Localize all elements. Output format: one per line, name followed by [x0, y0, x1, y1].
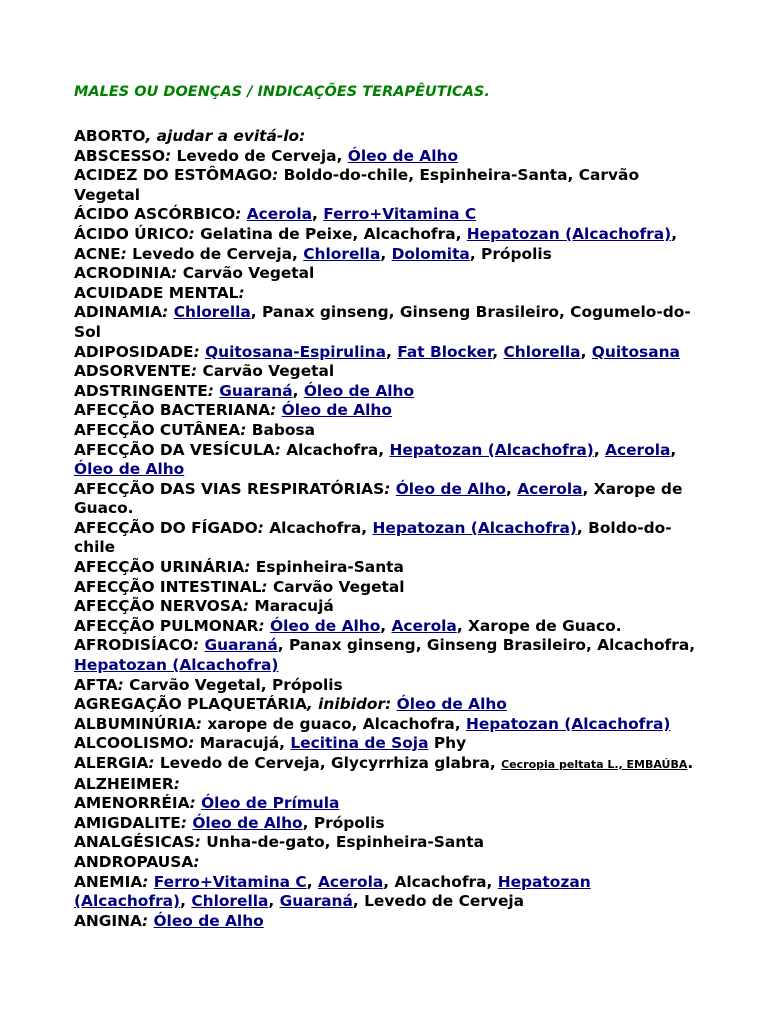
entry-text: , — [380, 616, 392, 635]
entry-term: ABORTO — [74, 127, 146, 145]
product-link[interactable]: Chlorella — [303, 244, 381, 263]
entry-text: , Xarope de Guaco. — [456, 616, 622, 635]
entry-term: AFECÇÃO DA VESÍCULA — [74, 440, 275, 459]
entry-text: , — [180, 892, 192, 911]
entry-term: ACIDEZ DO ESTÔMAGO — [74, 166, 273, 185]
entry-term: ANDROPAUSA — [74, 852, 194, 871]
entry-text: , Alcachofra, — [383, 872, 498, 891]
entry-separator: : — [148, 754, 160, 772]
list-item — [74, 715, 704, 735]
entry-separator: : — [120, 244, 133, 263]
list-item — [74, 264, 704, 284]
list-item — [74, 597, 704, 617]
entry-text: , — [306, 872, 318, 891]
entry-text: , Panax ginseng, Ginseng Brasileiro, Alcachofra, — [277, 636, 696, 655]
entry-text: . — [687, 754, 694, 772]
product-link[interactable]: Óleo de Alho — [303, 381, 415, 400]
entry-text: Maracujá, — [199, 734, 291, 753]
product-link[interactable]: Lecitina de Soja — [290, 734, 429, 753]
product-link[interactable]: Óleo de Alho — [281, 401, 392, 420]
product-link[interactable]: Quitosana-Espirulina — [205, 342, 387, 361]
list-item — [74, 147, 704, 167]
product-link[interactable]: Acerola — [317, 872, 384, 891]
entry-separator: : — [240, 420, 252, 439]
entry-separator: : — [261, 577, 273, 596]
entry-separator: : — [193, 342, 206, 361]
list-item — [74, 245, 704, 265]
entry-term: AFECÇÃO BACTERIANA — [74, 401, 271, 420]
entry-separator: : — [244, 558, 256, 577]
entry-term: AFTA — [74, 675, 118, 694]
entry-term: ANGINA — [74, 911, 142, 930]
entry-separator: : — [141, 911, 154, 930]
entry-separator: : — [384, 479, 396, 498]
entry-separator: : — [274, 440, 287, 459]
entry-term: ÁCIDO ASCÓRBICO — [74, 205, 236, 224]
product-link[interactable]: Acerola — [517, 479, 583, 498]
list-item — [74, 421, 704, 441]
entry-term: ABSCESSO — [74, 146, 166, 165]
product-link[interactable]: Guaraná — [279, 892, 353, 911]
product-link[interactable]: Hepatozan (Alcachofra) — [372, 518, 577, 537]
entry-text: Alcachofra, — [269, 518, 373, 537]
entry-text: Levedo de Cerveja, — [132, 244, 304, 263]
product-link[interactable]: Quitosana — [591, 342, 680, 361]
list-item — [74, 814, 704, 834]
entry-text: , Panax ginseng, Ginseng Brasileiro, Cogumelo-do-Sol — [74, 303, 691, 341]
entry-term: ADINAMIA — [74, 303, 163, 322]
product-link[interactable]: Hepatozan (Alcachofra) — [465, 714, 671, 733]
list-item — [74, 205, 704, 225]
list-item — [74, 873, 704, 912]
entry-text: , Própolis — [302, 813, 385, 832]
entry-text: Carvão Vegetal, Própolis — [129, 675, 343, 694]
entry-separator: : — [188, 224, 201, 243]
list-item — [74, 617, 704, 637]
entry-text: , — [671, 224, 678, 243]
entry-term: ALZHEIMER — [74, 774, 174, 793]
list-item — [74, 519, 704, 558]
entry-separator: : — [257, 518, 270, 537]
entry-separator: : — [270, 401, 282, 420]
entry-separator: : — [191, 362, 203, 381]
entry-text: Carvão Vegetal — [182, 264, 315, 283]
list-item — [74, 166, 704, 205]
entry-text: , — [386, 342, 398, 361]
list-item — [74, 343, 704, 363]
entry-term: AMIGDALITE — [74, 813, 181, 832]
list-item — [74, 912, 704, 932]
entry-text: , Levedo de Cerveja — [352, 892, 525, 911]
entry-text: Unha-de-gato, Espinheira-Santa — [206, 833, 484, 852]
entry-text: Espinheira-Santa — [255, 558, 404, 577]
entry-term: ACRODINIA — [74, 264, 172, 283]
entry-term: ALERGIA — [74, 754, 149, 772]
entry-separator: : — [165, 146, 177, 165]
entry-separator: : — [272, 166, 284, 185]
entry-text: , — [380, 244, 392, 263]
product-link[interactable]: Acerola — [246, 205, 313, 224]
entry-term: ALBUMINÚRIA — [74, 714, 196, 733]
entry-term: ADIPOSIDADE — [74, 342, 194, 361]
entry-separator: : — [189, 794, 202, 813]
entry-separator: : — [195, 714, 208, 733]
product-link[interactable]: Óleo de Alho — [192, 813, 303, 832]
entry-text: Gelatina de Peixe, Alcachofra, — [200, 224, 467, 243]
product-link[interactable]: Óleo de Alho — [395, 479, 506, 498]
entry-text: Alcachofra, — [286, 440, 390, 459]
entry-text: xarope de guaco, Alcachofra, — [207, 714, 466, 733]
product-link[interactable]: Óleo de Alho — [270, 616, 381, 635]
entry-separator: : — [173, 774, 180, 793]
reference-link[interactable]: Cecropia peltata L., EMBAÚBA — [501, 758, 688, 771]
product-link[interactable]: Chlorella — [191, 892, 269, 911]
entry-text: , — [292, 381, 304, 400]
entry-separator: : — [117, 675, 130, 694]
list-item — [74, 734, 704, 754]
entry-text: , — [505, 479, 518, 498]
list-item — [74, 853, 704, 873]
product-link[interactable]: Dolomita — [391, 244, 470, 263]
entry-term: AFECÇÃO URINÁRIA — [74, 558, 245, 577]
product-link[interactable]: Óleo de Alho — [153, 911, 264, 930]
list-item — [74, 695, 704, 715]
list-item — [74, 833, 704, 853]
list-item — [74, 578, 704, 598]
entry-term: AFECÇÃO DO FÍGADO — [74, 518, 258, 537]
product-link[interactable]: Chlorella — [173, 303, 251, 322]
entry-separator: : — [258, 616, 271, 635]
entry-text: Carvão Vegetal — [202, 362, 335, 381]
product-link[interactable]: Ferro+Vitamina C — [153, 872, 307, 891]
page-title: MALES OU DOENÇAS / INDICAÇÕES TERAPÊUTICAS. — [74, 84, 490, 100]
entry-separator: : — [238, 283, 245, 302]
product-link[interactable]: Óleo de Alho — [74, 460, 185, 479]
product-link[interactable]: Guaraná — [219, 381, 293, 400]
entry-separator: : — [171, 264, 183, 283]
list-item — [74, 401, 704, 421]
product-link[interactable]: Fat Blocker — [397, 342, 493, 361]
list-item — [74, 382, 704, 402]
entry-separator: : — [162, 303, 174, 322]
product-link[interactable]: Hepatozan (Alcachofra) — [389, 440, 594, 459]
entry-text: Maracujá — [254, 597, 334, 616]
entry-term: ALCOOLISMO — [74, 734, 189, 753]
entry-text: , — [268, 892, 280, 911]
entry-text: , — [312, 205, 324, 224]
list-item — [74, 284, 704, 304]
entry-separator: : — [188, 734, 200, 753]
list-item — [74, 441, 704, 480]
entry-separator: , ajudar a evitá-lo: — [145, 127, 306, 145]
entry-term: AFECÇÃO NERVOSA — [74, 597, 243, 616]
entry-text: , — [593, 440, 606, 459]
entry-text: Levedo de Cerveja, — [176, 146, 348, 165]
list-item — [74, 303, 704, 342]
list-item — [74, 636, 704, 675]
product-link[interactable]: Chlorella — [503, 342, 581, 361]
product-link[interactable]: Hepatozan (Alcachofra) — [466, 224, 672, 243]
list-item — [74, 794, 704, 814]
entry-text: Babosa — [251, 420, 315, 439]
product-link[interactable]: Guaraná — [204, 636, 278, 655]
entry-separator: : — [192, 636, 205, 655]
entry-text: , Xarope de Guaco. — [74, 479, 683, 518]
entry-separator: , inibidor: — [306, 695, 397, 714]
entry-term: ACUIDADE MENTAL — [74, 283, 239, 302]
entry-term: ÁCIDO ÚRICO — [74, 224, 189, 243]
entry-separator: : — [142, 872, 154, 891]
entry-separator: : — [194, 833, 207, 852]
entry-term: AFECÇÃO PULMONAR — [74, 616, 259, 635]
product-link[interactable]: Hepatozan (Alcachofra) — [74, 872, 591, 911]
entry-text: , — [580, 342, 592, 361]
entry-term: ANEMIA — [74, 872, 143, 891]
list-item — [74, 676, 704, 696]
product-link[interactable]: Ferro+Vitamina C — [323, 205, 477, 224]
entry-text: , Própolis — [469, 244, 552, 263]
entry-separator: : — [242, 597, 255, 616]
entry-separator: : — [207, 381, 220, 400]
entry-term: AFECÇÃO INTESTINAL — [74, 577, 262, 596]
entry-text: Levedo de Cerveja, Glycyrrhiza glabra, — [159, 754, 502, 772]
entry-text: Carvão Vegetal — [272, 577, 405, 596]
list-item — [74, 775, 704, 795]
list-item — [74, 362, 704, 382]
entry-text: , Boldo-do-chile — [74, 518, 672, 557]
entry-term: AFECÇÃO CUTÂNEA — [74, 420, 241, 439]
list-item — [74, 558, 704, 578]
entry-term: ADSORVENTE — [74, 362, 192, 381]
list-item — [74, 225, 704, 245]
entry-term: AFECÇÃO DAS VIAS RESPIRATÓRIAS — [74, 479, 385, 498]
entry-term: ACNE — [74, 244, 121, 263]
entry-separator: : — [193, 852, 200, 871]
entry-term: ANALGÉSICAS — [74, 833, 195, 852]
entry-text: Boldo-do-chile, Espinheira-Santa, Carvão Vegetal — [74, 166, 640, 204]
entry-term: AFRODISÍACO — [74, 636, 193, 655]
entry-term: ADSTRINGENTE — [74, 381, 208, 400]
entry-term: AMENORRÉIA — [74, 794, 190, 813]
list-item — [74, 480, 704, 519]
entry-text: , — [492, 342, 504, 361]
indications-list — [74, 127, 704, 931]
product-link[interactable]: Óleo de Prímula — [201, 794, 340, 813]
entry-text: , — [670, 440, 677, 459]
entry-separator: : — [180, 813, 193, 832]
entry-separator: : — [235, 205, 247, 224]
list-item — [74, 127, 704, 147]
product-link[interactable]: Hepatozan (Alcachofra) — [74, 656, 279, 675]
product-link[interactable]: Acerola — [605, 440, 671, 459]
product-link[interactable]: Óleo de Alho — [347, 146, 459, 165]
list-item — [74, 754, 704, 775]
entry-text: Phy — [428, 734, 467, 753]
entry-term: AGREGAÇÃO PLAQUETÁRIA — [74, 695, 307, 714]
product-link[interactable]: Acerola — [391, 616, 457, 635]
product-link[interactable]: Óleo de Alho — [396, 695, 507, 714]
